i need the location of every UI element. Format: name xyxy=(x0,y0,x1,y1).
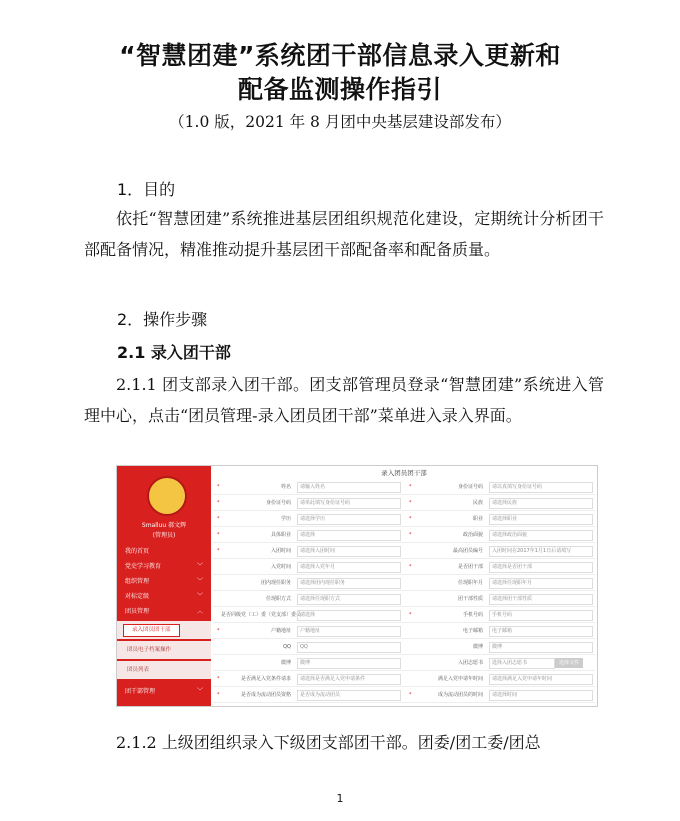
field-label: 入党时间 xyxy=(270,564,291,570)
field-input[interactable]: 选择入团志愿书 xyxy=(489,658,555,669)
field-label: 团内现任职务 xyxy=(260,580,291,586)
required-marker: * xyxy=(409,612,412,618)
required-marker: * xyxy=(217,692,220,698)
field-label: 最高团员编号 xyxy=(452,548,483,554)
field-input[interactable]: 手机号码 xyxy=(489,610,593,621)
field-label: 团干部性质 xyxy=(457,596,483,602)
field-label: 手机号码 xyxy=(462,612,483,618)
field-input[interactable]: 请选择任现职方式 xyxy=(297,594,401,605)
field-input[interactable]: 请选择政治面貌 xyxy=(489,530,593,541)
field-label: 是否满足入党条件请求 xyxy=(240,676,291,682)
page-number: 1 xyxy=(336,792,344,805)
field-input[interactable]: 请选择入团时间 xyxy=(297,546,401,557)
sidebar-item-home[interactable] xyxy=(117,544,211,559)
required-marker: * xyxy=(217,484,220,490)
form-row xyxy=(213,544,595,559)
form-row xyxy=(213,560,595,575)
submenu-item-add-member[interactable] xyxy=(117,621,211,639)
field-label: 是否团干部 xyxy=(457,564,483,570)
required-marker: * xyxy=(217,676,220,682)
form-row xyxy=(213,640,595,655)
required-marker: * xyxy=(217,628,220,634)
required-marker: * xyxy=(409,532,412,538)
field-input[interactable]: 请选择团内现任职务 xyxy=(297,578,401,589)
sidebar-item-label: 对标定级 xyxy=(125,593,150,600)
field-label: 姓名 xyxy=(280,484,291,490)
required-marker: * xyxy=(409,484,412,490)
sidebar-item-label: 组织管理 xyxy=(125,578,150,585)
doc-title-line2: 配备监测操作指引 xyxy=(237,75,442,104)
form-row xyxy=(213,576,595,591)
form-row xyxy=(213,608,595,623)
field-label: 入团时间 xyxy=(270,548,291,554)
field-input[interactable]: 微博 xyxy=(489,642,593,653)
submenu-item-member-archive[interactable] xyxy=(117,641,211,659)
sidebar-item-label: 党史学习教育 xyxy=(125,563,162,570)
form-row xyxy=(213,512,595,527)
field-label: 身份证号码 xyxy=(265,500,291,506)
doc-subtitle: （1.0 版，2021 年 8 月团中央基层建设部发布） xyxy=(169,113,511,131)
field-input[interactable]: 户籍地址 xyxy=(297,626,401,637)
field-label: 身份证号码 xyxy=(457,484,483,490)
field-input[interactable]: 请选择是否满足入党申请条件 xyxy=(297,674,401,685)
field-input[interactable]: 请选择 xyxy=(297,610,401,621)
field-label: 微博 xyxy=(280,660,291,666)
field-input[interactable]: 请选择是否团干部 xyxy=(489,562,593,573)
required-marker: * xyxy=(409,500,412,506)
submenu-item-label: 团员电子档案操作 xyxy=(127,647,172,653)
field-input[interactable]: 请选择学历 xyxy=(297,514,401,525)
submenu-item-member-list[interactable] xyxy=(117,661,211,679)
field-label: 微博 xyxy=(472,644,483,650)
required-marker: * xyxy=(409,692,412,698)
field-input[interactable]: 是否成为流动团员 xyxy=(297,690,401,701)
field-input[interactable]: 请选择团干部性质 xyxy=(489,594,593,605)
form-row xyxy=(213,656,595,671)
field-label: 成为流动团员的时间 xyxy=(437,692,483,698)
section-steps-heading: 2．操作步骤 xyxy=(117,310,208,329)
embedded-screenshot xyxy=(116,465,598,707)
field-label: QQ xyxy=(283,644,291,650)
sidebar-item-label: 我的首页 xyxy=(125,548,150,555)
field-label: 任现职年月 xyxy=(457,580,483,586)
field-input[interactable]: 请选择任现职年月 xyxy=(489,578,593,589)
form-row xyxy=(213,688,595,703)
doc-title-line1: “智慧团建”系统团干部信息录入更新和 xyxy=(119,41,561,70)
subsection-entry-heading: 2.1 录入团干部 xyxy=(117,343,231,362)
field-input[interactable]: 电子邮箱 xyxy=(489,626,593,637)
submenu-item-label: 录入团员团干部 xyxy=(123,624,180,637)
sidebar-user-role: (管理员) xyxy=(152,532,176,539)
required-marker: * xyxy=(217,532,220,538)
required-marker: * xyxy=(217,516,220,522)
field-input[interactable]: 请输入姓名 xyxy=(297,482,401,493)
field-input[interactable]: 请选择 xyxy=(297,530,401,541)
field-input[interactable]: 请单此填写身份证号码 xyxy=(297,498,401,509)
field-input[interactable]: 微博 xyxy=(297,658,401,669)
field-input[interactable]: 请选择民族 xyxy=(489,498,593,509)
form-row xyxy=(213,480,595,495)
field-label: 是否成为流动团员资格 xyxy=(240,692,291,698)
form-row xyxy=(213,592,595,607)
submenu-item-label: 团员列表 xyxy=(127,667,150,673)
sidebar-item-cadre-management[interactable] xyxy=(117,684,211,699)
paragraph-2-1-1: 2.1.1 团支部录入团干部。团支部管理员登录“智慧团建”系统进入管理中心，点击“团员管理-录入团员团干部”菜单进入录入界面。 xyxy=(84,375,604,425)
field-label: 户籍地址 xyxy=(270,628,291,634)
sidebar-user-name: Smalluu 郝文辉 xyxy=(141,522,187,529)
field-input[interactable]: 请选择时间 xyxy=(489,690,593,701)
sidebar-item-party-history[interactable] xyxy=(117,559,211,574)
form-row xyxy=(213,624,595,639)
paragraph-2-1-2: 2.1.2 上级团组织录入下级团支部团干部。团委/团工委/团总 xyxy=(116,733,541,752)
form-row xyxy=(213,672,595,687)
required-marker: * xyxy=(409,516,412,522)
required-marker: * xyxy=(217,500,220,506)
field-label: 民族 xyxy=(472,500,483,506)
field-input[interactable]: 入团时间在2017年1月1日后请填写 xyxy=(489,546,593,557)
field-input[interactable]: QQ xyxy=(297,642,401,653)
field-label: 任现职方式 xyxy=(265,596,291,602)
chevron-down-icon: ﹀ xyxy=(196,688,203,695)
sidebar-item-label: 团员管理 xyxy=(125,608,150,615)
field-label: 是否同级党（工）委（党支部）委员 xyxy=(221,612,302,618)
sidebar-item-benchmark[interactable] xyxy=(117,589,211,604)
field-label: 职业 xyxy=(472,516,483,522)
chevron-down-icon: ﹀ xyxy=(196,563,203,570)
league-emblem-icon xyxy=(147,476,187,516)
field-input[interactable]: 请以真填写身份证号码 xyxy=(489,482,593,493)
field-input[interactable]: 请选择入党年月 xyxy=(297,562,401,573)
field-label: 电子邮箱 xyxy=(462,628,483,634)
field-label: 学历 xyxy=(280,516,291,522)
purpose-paragraph: 依托“智慧团建”系统推进基层团组织规范化建设，定期统计分析团干部配备情况，精准推动提升基层团干部配备率和配备质量。 xyxy=(84,209,604,259)
chevron-down-icon: ﹀ xyxy=(196,578,203,585)
chevron-down-icon: ﹀ xyxy=(196,593,203,600)
field-label: 政治面貌 xyxy=(462,532,483,538)
field-label: 具体职业 xyxy=(270,532,291,538)
required-marker: * xyxy=(409,564,412,570)
field-input[interactable]: 请选择职业 xyxy=(489,514,593,525)
form-row xyxy=(213,528,595,543)
upload-file-button[interactable]: 选择文件 xyxy=(555,658,583,668)
form-row xyxy=(213,496,595,511)
required-marker: * xyxy=(217,548,220,554)
sidebar-item-label: 团干部管理 xyxy=(125,688,156,695)
sidebar-item-member-management[interactable] xyxy=(117,604,211,619)
screenshot-sidebar xyxy=(117,466,211,706)
field-input[interactable]: 请选择满足入党申请年时间 xyxy=(489,674,593,685)
field-label: 入团志愿书 xyxy=(457,660,483,666)
section-purpose-heading: 1．目的 xyxy=(117,180,176,199)
form-title: 录入团员团干部 xyxy=(381,469,427,477)
sidebar-item-org-management[interactable] xyxy=(117,574,211,589)
chevron-up-icon: ︿ xyxy=(196,608,203,615)
field-label: 满足入党申请年时间 xyxy=(437,676,483,682)
